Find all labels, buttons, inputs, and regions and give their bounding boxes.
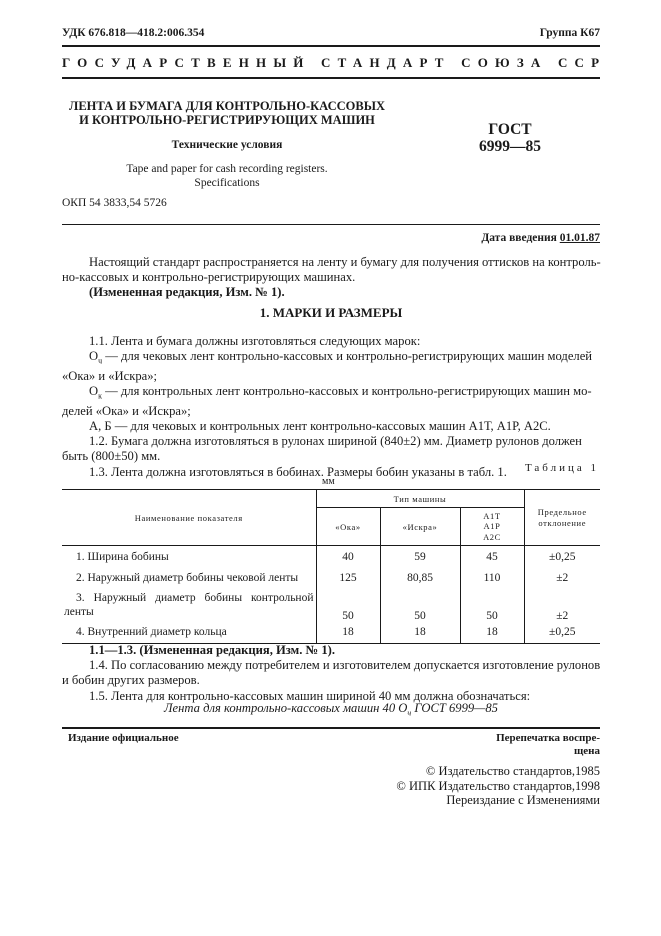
row-tolerance: ±2 bbox=[556, 571, 569, 584]
section1-body bbox=[62, 334, 600, 480]
row-a: 50 bbox=[460, 588, 524, 622]
group-code: Группа К67 bbox=[539, 27, 600, 39]
row-oka: 40 bbox=[316, 546, 380, 568]
title-line-1: ЛЕНТА И БУМАГА ДЛЯ КОНТРОЛЬНО-КАССОВЫХ bbox=[69, 99, 385, 113]
state-standard-banner: ГОСУДАРСТВЕННЫЙ СТАНДАРТ СОЮЗА ССР bbox=[62, 55, 607, 70]
amendment-1-1-1-3: 1.1—1.3. (Измененная редакция, Изм. № 1). bbox=[89, 643, 336, 657]
reissue-note: Переиздание с Изменениями bbox=[446, 793, 600, 807]
row-iskra: 80,85 bbox=[380, 568, 460, 588]
row-a: 45 bbox=[460, 546, 524, 568]
official-edition: Издание официальное bbox=[68, 732, 179, 744]
row-oka: 50 bbox=[316, 588, 380, 622]
intro-amendment: (Измененная редакция, Изм. № 1). bbox=[89, 285, 285, 300]
header-rule bbox=[62, 45, 600, 47]
footer-rule bbox=[62, 727, 600, 729]
table-row bbox=[62, 588, 600, 622]
english-title-line-2: Specifications bbox=[194, 177, 260, 189]
copyright-block bbox=[396, 764, 600, 808]
header-machine-type: Тип машины bbox=[316, 490, 524, 508]
row-iskra: 59 bbox=[380, 546, 460, 568]
header-oka: «Ока» bbox=[316, 508, 380, 546]
row-iskra: 18 bbox=[380, 622, 460, 644]
header-tolerance: Предельное отклонение bbox=[524, 490, 600, 546]
row-name: 2. Наружный диаметр бобины чековой ленты bbox=[62, 568, 316, 588]
row-oka: 125 bbox=[316, 568, 380, 588]
row-a: 18 bbox=[460, 622, 524, 644]
table-unit: мм bbox=[322, 476, 335, 487]
section-heading: 1. МАРКИ И РАЗМЕРЫ bbox=[259, 305, 403, 320]
clause-1-5: 1.5. Лента для контрольно-кассовых машин шириной 40 мм должна обозначаться: bbox=[89, 688, 531, 703]
document-title bbox=[62, 99, 392, 127]
gost-designation bbox=[460, 121, 560, 155]
dimensions-table bbox=[62, 489, 600, 644]
header-indicator-name: Наименование показателя bbox=[62, 490, 316, 546]
intro-date-label: Дата введения bbox=[481, 232, 557, 244]
row-tolerance: ±0,25 bbox=[549, 550, 576, 563]
header-iskra: «Искра» bbox=[380, 508, 460, 546]
grade-och-line-2: «Ока» и «Искра»; bbox=[62, 368, 158, 383]
row-iskra: 50 bbox=[380, 588, 460, 622]
row-oka: 18 bbox=[316, 622, 380, 644]
designation-example: Лента для контрольно-кассовых машин 40 $О_ч$ ГОСТ 6999—85 bbox=[164, 701, 498, 718]
title-line-2: И КОНТРОЛЬНО-РЕГИСТРИРУЮЩИХ МАШИН bbox=[79, 113, 375, 127]
gost-number: 6999—85 bbox=[479, 138, 541, 155]
title-rule bbox=[62, 224, 600, 225]
row-a: 110 bbox=[460, 568, 524, 588]
reprint-notice: Перепечатка воспре- щена bbox=[496, 732, 600, 757]
gost-label: ГОСТ bbox=[488, 121, 532, 138]
header-rule-2 bbox=[62, 77, 600, 79]
table-caption: Таблица 1 bbox=[524, 462, 599, 474]
copyright-1998: © ИПК Издательство стандартов,1998 bbox=[396, 778, 600, 793]
clause-1-4-line-1: 1.4. По согласованию между потребителем и изготовителем допускается изготовление рулонов bbox=[89, 658, 601, 673]
header-a-models: А1Т А1Р А2С bbox=[460, 508, 524, 546]
intro-date bbox=[481, 232, 600, 244]
clause-1-1: 1.1. Лента и бумага должны изготовляться следующих марок: bbox=[89, 334, 421, 348]
intro-date-value: 01.01.87 bbox=[559, 232, 600, 244]
row-tolerance: ±0,25 bbox=[524, 622, 600, 644]
english-title-line-1: Tape and paper for cash recording registers. bbox=[126, 163, 328, 175]
intro-line-1: Настоящий стандарт распространяется на ленту и бумагу для получения оттисков на контроль- bbox=[89, 255, 601, 269]
grade-ok-line-1: $О_к$ — для контрольных лент контрольно-кассовых и контрольно-регистрирующих машин мо- bbox=[89, 384, 592, 401]
table-row bbox=[62, 546, 600, 568]
table-row bbox=[62, 568, 600, 588]
grade-och-line-1: $О_ч$ — для чековых лент контрольно-кассовых и контрольно-регистрирующих машин моделей bbox=[89, 349, 593, 366]
after-table-body bbox=[62, 643, 600, 704]
table-row bbox=[62, 622, 600, 644]
document-subtitle: Технические условия bbox=[171, 139, 283, 151]
grade-ab-line: А, Б — для чековых и контрольных лент контрольно-кассовых машин А1Т, А1Р, А2С. bbox=[89, 419, 551, 434]
row-name: 3. Наружный диаметр бобины контрольной ленты bbox=[62, 588, 316, 622]
row-tolerance: ±2 bbox=[556, 609, 569, 622]
grade-ok-line-2: делей «Ока» и «Искра»; bbox=[62, 403, 191, 418]
intro-paragraph bbox=[62, 255, 600, 301]
clause-1-3: 1.3. Лента должна изготовляться в бобинах. Размеры бобин указаны в табл. 1. bbox=[89, 464, 507, 479]
okp-code: ОКП 54 3833,54 5726 bbox=[62, 197, 167, 209]
row-name: 4. Внутренний диаметр кольца bbox=[62, 622, 316, 644]
clause-1-4-line-2: и бобин других размеров. bbox=[62, 673, 200, 688]
clause-1-2-line-1: 1.2. Бумага должна изготовляться в рулонах шириной (840±2) мм. Диаметр рулонов должен bbox=[89, 434, 582, 449]
row-name: 1. Ширина бобины bbox=[62, 546, 316, 568]
english-title bbox=[62, 162, 392, 190]
intro-line-2: но-кассовых и контрольно-регистрирующих машинах. bbox=[62, 270, 356, 285]
copyright-1985: © Издательство стандартов,1985 bbox=[425, 764, 600, 778]
udk-code: УДК 676.818—418.2:006.354 bbox=[62, 27, 205, 39]
clause-1-2-line-2: быть (800±50) мм. bbox=[62, 449, 161, 464]
